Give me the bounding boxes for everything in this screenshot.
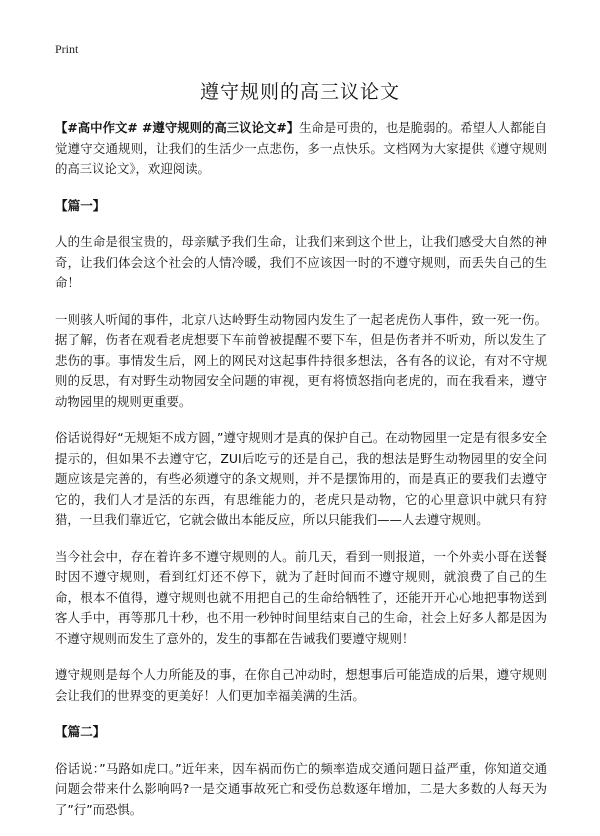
intro-paragraph — [55, 118, 547, 180]
intro-text: 生命是可贵的，也是脆弱的。希望人人都能自觉遵守交通规则，让我们的生活少一点悲伤，多一点快乐。文档网为大家提供《遵守规则的高三议论文》，欢迎阅读。 — [55, 120, 547, 176]
section-heading-2: 【篇二】 — [55, 724, 106, 739]
section1-paragraph-5: 遵守规则是每个人力所能及的事，在你自己冲动时，想想事后可能造成的后果，遵守规则会让我们的世界变的更美好！人们更加幸福美满的生活。 — [55, 667, 547, 703]
section-heading-1: 【篇一】 — [55, 197, 106, 213]
print-label: Print — [55, 42, 79, 56]
page-title: 遵守规则的高三议论文 — [199, 81, 400, 103]
section2-paragraph-1: 俗话说：”马路如虎口。”近年来，因车祸而伤亡的频率造成交通问题日益严重，你知道交通问题会带来什么影响吗?一是交通事故死亡和受伤总数逐年增加，二是大多数的人每天为了”行”而恐惧。 — [55, 760, 547, 817]
section1-paragraph-4: 当今社会中，存在着许多不遵守规则的人。前几天，看到一则报道，一个外卖小哥在送餐时因不遵守规则，看到红灯还不停下，就为了赶时间而不遵守规则，就浪费了自己的生命，根本不值得，遵守规则也就不用把自己的生命给牺牲了，还能开开心心地把事物送到客人手中，再等那几十秒，也不用一秒钟时间里结束自己的生命，社会上好多人都是因为不遵守规则而发生了意外的，发生的事都在告诫我们要遵守规则！ — [55, 548, 547, 646]
section1-paragraph-1: 人的生命是很宝贵的，母亲赋予我们生命，让我们来到这个世上，让我们感受大自然的神奇，让我们体会这个社会的人情冷暖，我们不应该因一时的不遵守规则，而丢失自己的生命！ — [55, 234, 547, 290]
section1-paragraph-2: 一则骇人听闻的事件，北京八达岭野生动物园内发生了一起老虎伤人事件，致一死一伤。据了解，伤者在观看老虎想要下车前曾被提醒不要下车，但是伤者并不听劝，所以发生了悲伤的事。事情发生后，网上的网民对这起事件持很多想法，各有各的议论，有对不守规则的反思，有对野生动物园安全问题的审视，更有将愤怒指向老虎的，而在我看来，遵守动物园里的规则更重要。 — [55, 311, 547, 409]
article-body — [55, 118, 547, 836]
section1-paragraph-3: 俗话说得好“无规矩不成方圆，”遵守规则才是真的保护自己。在动物园里一定是有很多安全提示的，但如果不去遵守它，ZUI后吃亏的还是自己，我的想法是野生动物园里的安全问题应该是完善的，有些必须遵守的条文规则，并不是摆饰用的，而是真正的要我们去遵守它的，我们人才是活的东西，有思维能力的，老虎只是动物，它的心里意识中就只有狩猎，一旦我们靠近它，它就会做出本能反应，所以只能我们——人去遵守规则。 — [55, 430, 547, 527]
intro-tag: 【#高中作文# #遵守规则的高三议论文#】 — [55, 120, 300, 135]
